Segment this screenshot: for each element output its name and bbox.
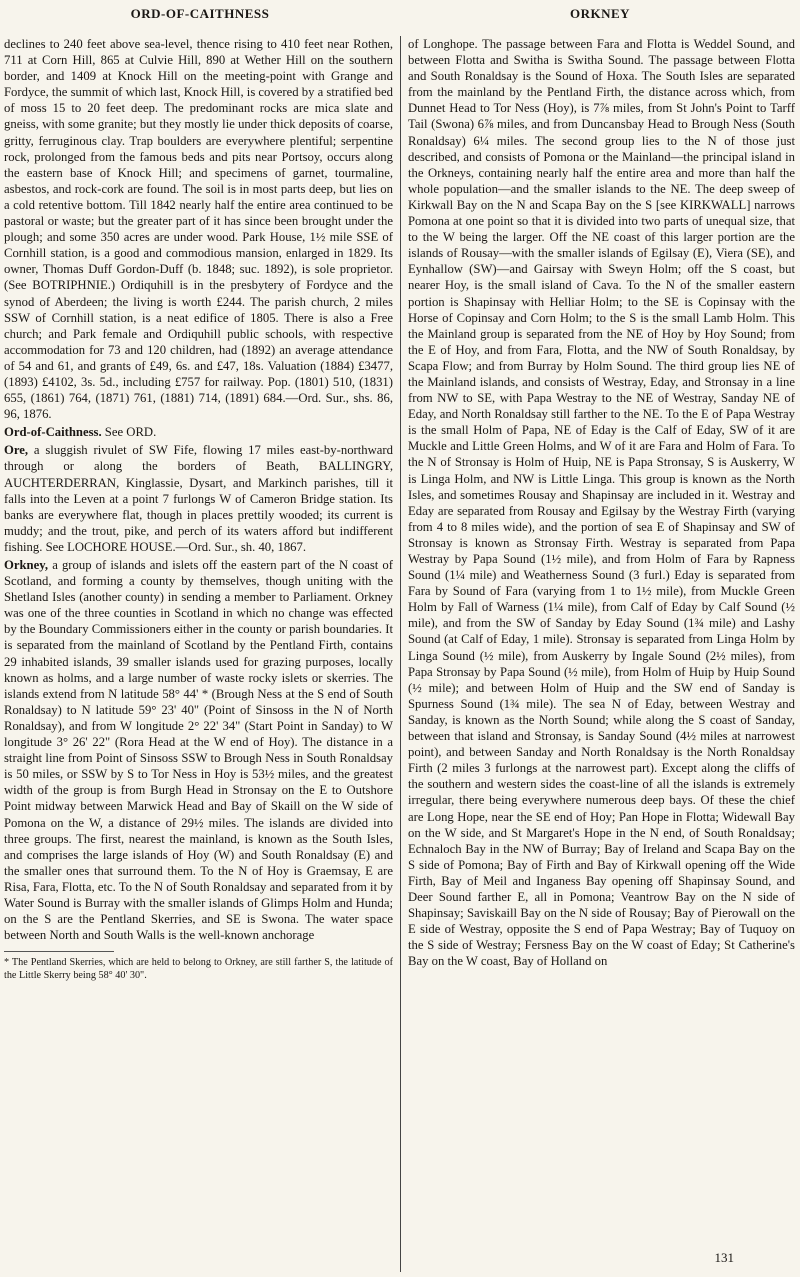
column-divider xyxy=(400,36,401,1272)
entry-text: a group of islands and islets off the eastern part of the N coast of Scotland, and forming a county by themselves, though uniting with the Shetland Isles (another county) in sending a member to Parliament. Orkney was one of the three counties in Scotland in which no change was effected by the Boundary Commissioners either in the county or parish boundaries. It is separated from the mainland of Scotland by the Pentland Firth, contains 29 inhabited islands, 39 smaller islands used for grazing purposes, locally known as holms, and a large number of waste rocky islets or skerries. The islands extend from N latitude 58° 44' * (Brough Ness at the S end of South Ronaldsay) to N latitude 59° 23' 40" (Point of Sinsoss in the N of North Ronaldsay), and from W longitude 2° 22' 34" (Start Point in Sanday) to W longitude 3° 26' 22" (Rora Head at the W end of Hoy). The distance in a straight line from Point of Sinsoss SSW to Brough Ness in South Ronaldsay is 50 miles, or SSW by S to Tor Ness in Hoy is 53½ miles, and the greatest width of the group is from Burgh Head in Stronsay on the E to Outshore Point midway between Marwick Head and Bay of Skaill on the W side of Pomona on the W, a distance of 29½ miles. The islands are divided into three groups. The first, nearest the mainland, is known as the South Isles, and comprises the large islands of Hoy (W) and South Ronaldsay (E) and the smaller ones that surround them. To the N of Hoy is Graemsay, E are Risa, Fara, Flotta, etc. To the N of South Ronaldsay and separated from it by Water Sound is Burray with the smaller islands of Glimps Holm and Hunda; on the S are the Pentland Skerries, and SE is Swona. The water space between North and South Walls is the well-known anchorage xyxy=(4,558,393,943)
entry-text: a sluggish rivulet of SW Fife, flowing 17 miles east-by-northward through or along the borders of Beath, BALLINGRY, AUCHTERDERRAN, Kinglassie, Dysart, and Markinch parishes, till it falls into the Leven at a point 7 furlongs W of Cameron Bridge station. Its banks are everywhere flat, though in places prettily wooded; its current is muddy; and the trout, pike, and perch of its waters afford but indifferent fishing. See LOCHORE HOUSE.—Ord. Sur., sh. 40, 1867. xyxy=(4,443,393,554)
left-paragraph-continued: declines to 240 feet above sea-level, thence rising to 410 feet near Rothen, 711 at Corn Hill, 865 at Culvie Hill, 890 at Wether Hill on the southern border, and 1409 at Knock Hill on the meeting-point with Grange and Fordyce, the summit of which last, Knock Hill, is covered by a stratified bed of moss 15 to 20 feet deep. The predominant rocks are mica slate and gneiss, with some granite; but they mostly lie under thick deposits of coarse, gritty, ferruginous clay. Trap boulders are everywhere plentiful; serpentine rock, prolonged from the famous beds and pits near Portsoy, occurs along the eastern base of Knock Hill; and specimens of garnet, tourmaline, asbestos, and rock-cork are found. The soil is in most parts deep, but lies on a cold retentive bottom. Till 1842 nearly half the entire area continued to be pastoral or waste; but the greater part of it has since been brought under the plough; and some 350 acres are under wood. Park House, 1½ mile SSE of Cornhill station, is a good and commodious mansion, enlarged in 1829. Its owner, Thomas Duff Gordon-Duff (b. 1848; suc. 1892), is sole proprietor. (See BOTRIPHNIE.) Ordiquhill is in the presbytery of Fordyce and the synod of Aberdeen; the living is worth £244. The parish church, 2 miles SSW of Cornhill station, is a neat edifice of 1805. There is also a Free church; and Park female and Ordiquhill public schools, with respective accommodation for 73 and 120 children, had (1892) an average attendance of 54 and 61, and grants of £49, 6s. and £47, 18s. Valuation (1884) £3477, (1893) £4102, 3s. 5d., including £757 for railway. Pop. (1801) 510, (1831) 655, (1861) 764, (1871) 761, (1881) 714, (1891) 684.—Ord. Sur., shs. 86, 96, 1876. xyxy=(4,37,393,422)
headword: Ore, xyxy=(4,443,29,458)
header-left: ORD-OF-CAITHNESS xyxy=(130,6,270,21)
header-right: ORKNEY xyxy=(569,6,631,21)
right-paragraph: of Longhope. The passage between Fara and Flotta is Weddel Sound, and between Flotta and Switha is Switha Sound. The passage between Flotta and South Ronaldsay is the Sound of Hoxa. The South Isles are separated from the mainland by the Pentland Firth, the distance across which, from Dunnet Head to Tor Ness (Hoy), is 7⅞ miles, from St John's Point to Tarff Tail (Swona) 6⅞ miles, and from Duncansbay Head to Brough Ness (South Ronaldsay) 6¼ miles. The second group lies to the N of those just described, and consists of Pomona or the Mainland—the principal island in the Orkneys, containing nearly half the entire area and more than half the whole population—and the smaller islands to the NE. The deep sweep of Kirkwall Bay on the N and Scapa Bay on the S [see KIRKWALL] narrows Pomona at one point so that it is divided into two parts of unequal size, that to the W being the larger. Off the NE coast of this larger portion are the islands of Rousay—with the smaller islands of Egilsay (E), Viera (SE), and Eynhallow (SW)—and Gairsay with Sweyn Holm; off the S coast, but nearer Hoy, is the small island of Cava. To the N of the smaller eastern portion is Shapinsay with Helliar Holm; to the SE is Copinsay with the Horse of Copinsay and Corn Holm; to the S is the small Lamb Holm. This the Mainland group is separated from the NE of Hoy by Hoy Sound; from the E of Hoy, and from Fara, Flotta, and the NW of South Ronaldsay, by Scapa Flow; and from Burray by Holm Sound. The third group lies NE of the Mainland islands, and consists of Westray, Eday, and Stronsay in a line from NW to SE, with Papa Westray to the NE of Westray, Sanday NE of Eday, and North Ronaldsay still farther to the NE. To the E of Papa Westray is the small Holm of Papa, NE of Eday is the Calf of Eday, SW of it are Muckle and Little Green Holms, and W of it are Fara and Holm of Fara. To the N of Stronsay is Holm of Huip, NE is Papa Stronsay, S is Auskerry, W is Linga Holm, and NW is Little Linga. This group is known as the North Isles, and sometimes Rousay and Shapinsay are included in it. Westray and Eday are separated from Rousay and Egilsay by the Westray Firth (varying from 4 to 8 miles wide), and the portion of sea E of Shapinsay and SW of Stronsay is known as Stronsay Firth. Westray is separated from Papa Westray by Papa Sound (1½ mile), and from Holm of Fara by Rapness Sound (1¼ mile) and Weatherness Sound (3 furl.) Eday is separated from Fara by Sound of Fara (varying from 1 to 1½ mile), from Muckle Green Holm by Fall of Warness (1¼ mile), from Calf of Eday by Calf Sound (½ mile), and from the SW of Sanday by Eday Sound (1¾ mile) and Lashy Sound (at Calf of Eday, 1 mile). Stronsay is separated from Linga Holm by Linga Sound (½ mile), from Auskerry by Ingale Sound (2½ miles), from Papa Stronsay by Papa Sound (½ mile), from Holm of Huip by Huip Sound (½ mile); and between Holm of Huip and the SW end of Sanday is Spurness Sound (1¾ mile). The sea N of Eday, between Westray and Sanday, is known as the North Sound; while along the S coast of Sanday, between that island and Stronsay, is Sanday Sound (4½ miles at narrowest point), and between Sanday and North Ronaldsay is the North Ronaldsay Firth (2 miles 3 furlongs at the narrowest part). Except along the cliffs of the southern and western sides the coast-line of all the islands is extremely irregular, there being everywhere numerous deep bays. Of these the chief are Long Hope, near the SE end of Hoy; Pan Hope in Flotta; Widewall Bay on the W side, and St Margaret's Hope in the N end, of South Ronaldsay; Echnaloch Bay in the NW of Burray; Bay of Ireland and Scapa Bay on the S side of Pomona; Bay of Firth and Bay of Kirkwall opening off the Wide Firth, Bay of Meil and Inganess Bay opening off Shapinsay Sound, and Deer Sound farther E, all in Pomona; Veantrow Bay on the N side of Shapinsay; Saviskaill Bay on the N side of Rousay; Bay of Pierowall on the E side of Westray, opposite the S end of Papa Westray; Bay of Tuquoy on the S side of Westray; Fersness Bay on the W coast of Eday; St Catherine's Bay on the W coast, Bay of Holland on xyxy=(408,37,795,969)
entry-text: See ORD. xyxy=(101,425,157,440)
footnote-rule xyxy=(4,951,114,952)
running-header xyxy=(0,6,800,28)
page-number: 131 xyxy=(714,1250,734,1265)
entry-ore xyxy=(4,442,393,555)
entry-orkney xyxy=(4,557,393,943)
left-column xyxy=(4,36,393,1248)
right-column xyxy=(408,36,795,1248)
entry-ord-of-caithness xyxy=(4,424,393,440)
headword: Orkney, xyxy=(4,558,49,572)
headword: Ord-of-Caithness. xyxy=(4,425,102,440)
footnote: * The Pentland Skerries, which are held to belong to Orkney, are still farther S, the latitude of the Little Skerry being 58° 40' 30". xyxy=(4,957,393,981)
